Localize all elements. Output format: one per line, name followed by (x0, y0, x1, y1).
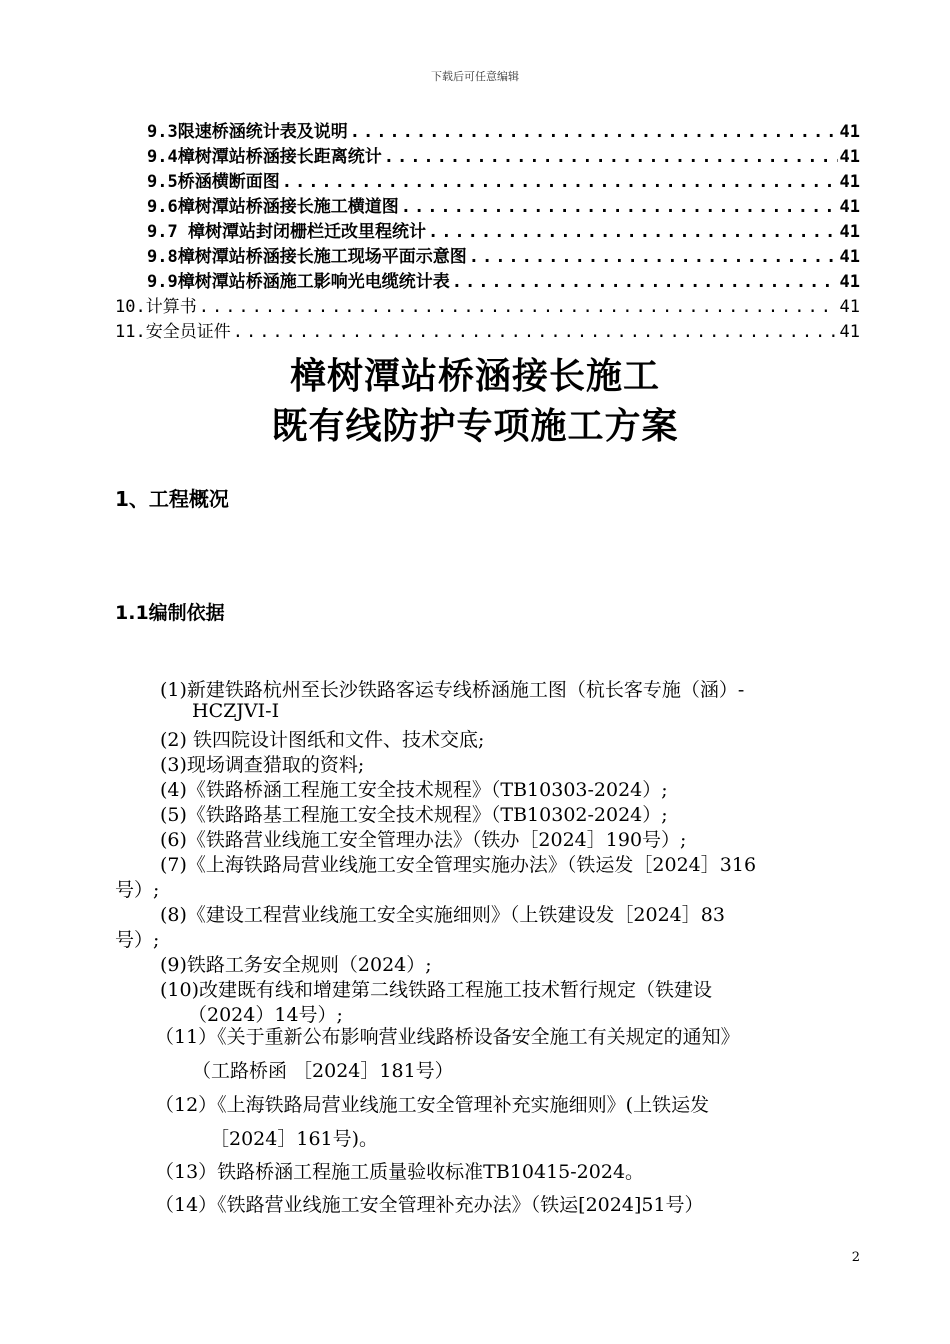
list-item: (7)《上海铁路局营业线施工安全管理实施办法》（铁运发［2024］316 (160, 854, 757, 876)
toc-entry-page: 41 (839, 222, 860, 242)
list-item: (2) 铁四院设计图纸和文件、技术交底; (160, 729, 485, 751)
list-item: 号）; (115, 879, 160, 901)
list-item: （11）《关于重新公布影响营业线路桥设备安全施工有关规定的通知》 (155, 1026, 740, 1048)
list-item: （工路桥函 ［2024］181号） (192, 1060, 454, 1082)
list-item: （12）《上海铁路局营业线施工安全管理补充实施细则》(上铁运发 (155, 1094, 710, 1116)
list-item: (1)新建铁路杭州至长沙铁路客运专线桥涵施工图（杭长客专施（涵）- (160, 679, 745, 701)
list-item: （2024）14号）; (188, 1004, 343, 1026)
list-item: HCZJVI-Ⅰ (192, 700, 280, 722)
toc-entry-label: 11.安全员证件 (115, 322, 231, 342)
list-item: （13）铁路桥涵工程施工质量验收标准TB10415-2024。 (155, 1161, 645, 1183)
toc-entry-label: 9.7 樟树潭站封闭栅栏迁改里程统计 (147, 222, 426, 242)
basis-list (115, 0, 860, 1344)
list-item: (4)《铁路桥涵工程施工安全技术规程》（TB10303-2024）; (160, 779, 668, 801)
toc-entry-label: 9.8樟树潭站桥涵接长施工现场平面示意图 (147, 247, 467, 267)
toc-entry-label: 9.5桥涵横断面图 (147, 172, 280, 192)
toc-entry-label: 9.6樟树潭站桥涵接长施工横道图 (147, 197, 399, 217)
toc-entry-label: 9.3限速桥涵统计表及说明 (147, 122, 348, 142)
document-title-line1: 樟树潭站桥涵接长施工 (289, 356, 660, 397)
toc-entry-page: 41 (839, 197, 860, 217)
toc-entry-page: 41 (839, 322, 860, 342)
list-item: 号）; (115, 929, 160, 951)
toc-entry-page: 41 (839, 122, 860, 142)
toc-entry-page: 41 (839, 297, 860, 317)
list-item: ［2024］161号)。 (210, 1128, 379, 1150)
toc-entry-page: 41 (839, 147, 860, 167)
toc-entry-page: 41 (839, 172, 860, 192)
list-item: (8)《建设工程营业线施工安全实施细则》（上铁建设发［2024］83 (160, 904, 725, 926)
toc-entry-page: 41 (839, 272, 860, 292)
list-item: (6)《铁路营业线施工安全管理办法》（铁办［2024］190号）; (160, 829, 687, 851)
list-item: (3)现场调查猎取的资料; (160, 754, 365, 776)
document-title-line2: 既有线防护专项施工方案 (271, 406, 679, 447)
list-item: (5)《铁路路基工程施工安全技术规程》（TB10302-2024）; (160, 804, 668, 826)
toc-entry-page: 41 (839, 247, 860, 267)
list-item: （14）《铁路营业线施工安全管理补充办法》（铁运[2024]51号） (155, 1194, 704, 1216)
toc-entry-label: 9.4樟树潭站桥涵接长距离统计 (147, 147, 382, 167)
header-note: 下载后可任意编辑 (431, 70, 519, 83)
toc-entry-label: 9.9樟树潭站桥涵施工影响光电缆统计表 (147, 272, 450, 292)
list-item: (9)铁路工务安全规则（2024）; (160, 954, 432, 976)
list-item: (10)改建既有线和增建第二线铁路工程施工技术暂行规定（铁建设 (160, 979, 713, 1001)
toc-entry-label: 10.计算书 (115, 297, 197, 317)
page-number: 2 (851, 1250, 860, 1265)
subsection-heading: 1.1编制依据 (115, 602, 225, 624)
section-heading: 1、工程概况 (115, 487, 229, 511)
